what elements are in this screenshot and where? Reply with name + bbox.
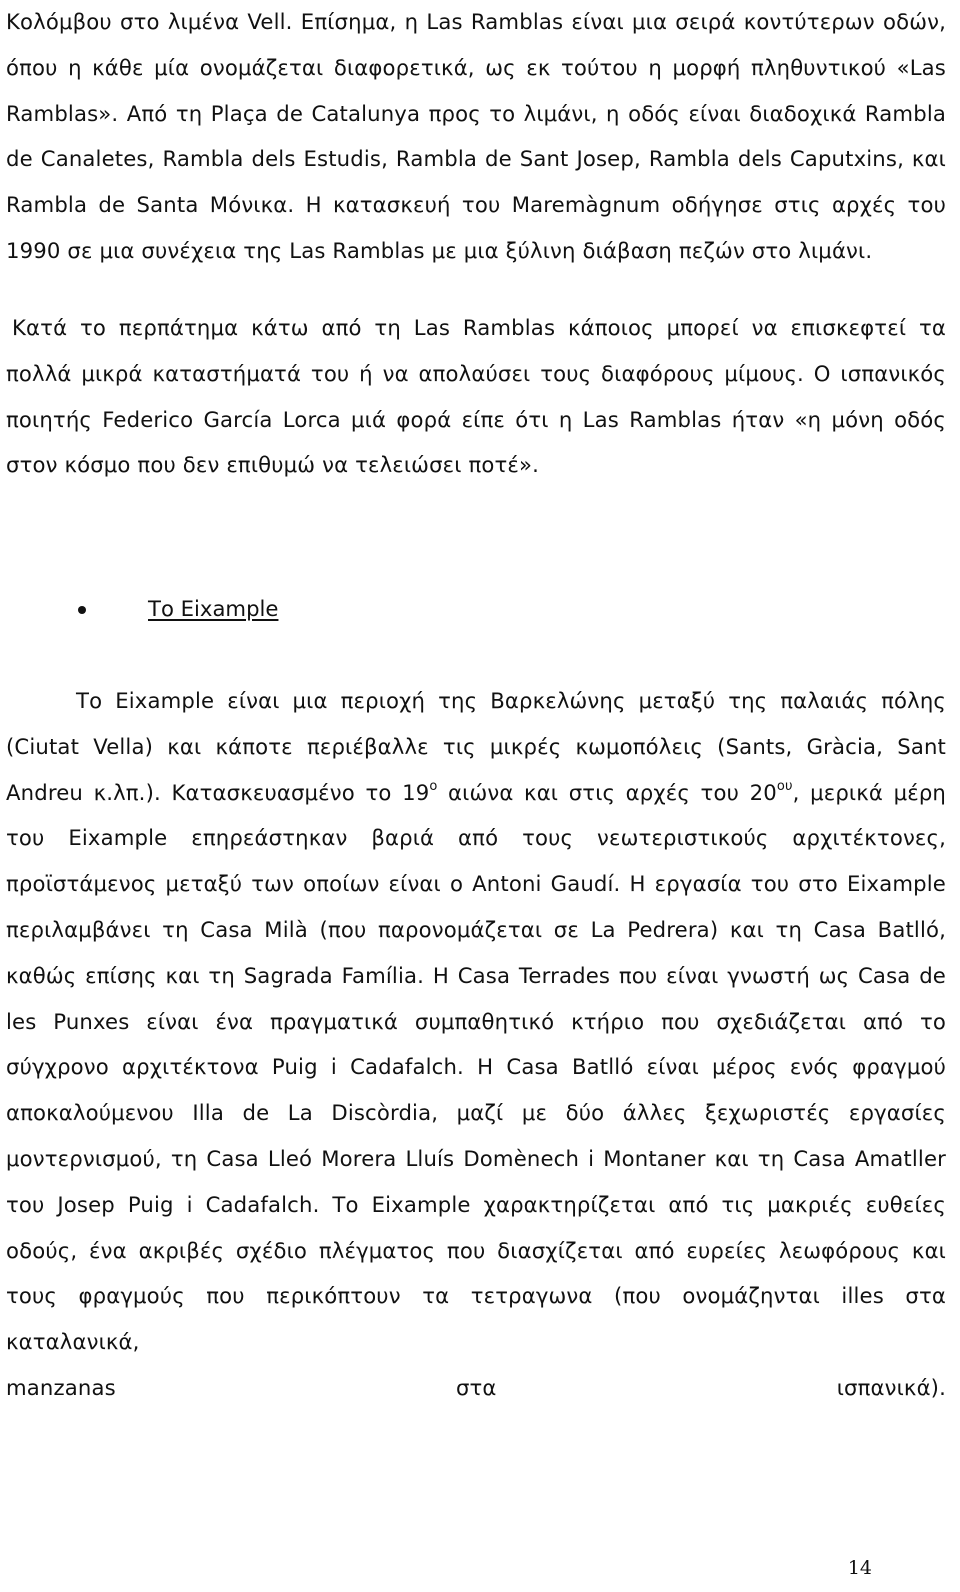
paragraph-las-ramblas-walk	[6, 305, 946, 488]
paragraph-eixample	[6, 678, 946, 1411]
section-heading-eixample[interactable]: Το Eixample	[148, 596, 279, 622]
paragraph-eixample-part3: , μερικά μέρη του Eixample επηρεάστηκαν βαριά από τους νεωτεριστικούς αρχιτέκτονες, προϊστάμενος μεταξύ των οποίων είναι ο Antoni Gaudí. Η εργασία του στο Eixample περιλαμβάνει τη Casa Milà (που παρονομάζεται σε La Pedrera) και τη Casa Batlló, καθώς επίσης και τη Sagrada Família. Η Casa Terrades που είναι γνωστή ως Casa de les Punxes είναι ένα πραγματικά συμπαθητικό κτήριο που σχεδιάζεται από το σύγχρονο αρχιτέκτονα Puig i Cadafalch. Η Casa Batlló είναι μέρος ενός φραγμού αποκαλούμενου Illa de La Discòrdia, μαζί με δύο άλλες ξεχωριστές εργασίες μοντερνισμού, τη Casa Lleó Morera Lluís Domènech i Montaner και τη Casa Amatller του Josep Puig i Cadafalch. Το Eixample χαρακτηρίζεται από τις μακριές ευθείες οδούς, ένα ακριβές σχέδιο πλέγματος που διασχίζεται από ευρείες λεωφόρους και τους φραγμούς που περικόπτουν τα τετραγωνα (που ονομάζηνται illes στα καταλανικά,	[6, 779, 946, 1355]
paragraph-las-ramblas: Κολόμβου στο λιμένα Vell. Επίσημα, η Las Ramblas είναι μια σειρά κοντύτερων οδών, όπου η κάθε μία ονομάζεται διαφορετικά, ως εκ τούτου η μορφή πληθυντικού «Las Ramblas». Από τη Plaça de Catalunya προς το λιμάνι, η οδός είναι διαδοχικά Rambla de Canaletes, Rambla dels Estudis, Rambla de Sant Josep, Rambla dels Caputxins, και Rambla de Santa Μόνικα. Η κατασκευή του Maremàgnum οδήγησε στις αρχές του 1990 σε μια συνέχεια της Las Ramblas με μια ξύλινη διάβαση πεζών στο λιμάνι.	[6, 9, 946, 263]
paragraph-las-ramblas-walk-text: Κατά το περπάτημα κάτω από τη Las Ramblas κάποιος μπορεί να επισκεφτεί τα πολλά μικρά καταστήματά του ή να απολαύσει τους διαφόρους μίμους. Ο ισπανικός ποιητής Federico García Lorca μιά φορά είπε ότι η Las Ramblas ήταν «η μόνη οδός στον κόσμο που δεν επιθυμώ να τελειώσει ποτέ».	[6, 315, 946, 478]
superscript-ordinal-19: ο	[429, 778, 438, 794]
superscript-ordinal-20: ου	[776, 778, 793, 794]
last-line-word-1: manzanas	[6, 1374, 116, 1400]
section-heading-row	[78, 586, 278, 632]
paragraph-eixample-part2: αιώνα και στις αρχές του 20	[437, 779, 777, 805]
paragraph-eixample-last-line	[6, 1365, 946, 1411]
page-number: 14	[847, 1557, 872, 1579]
last-line-word-3: ισπανικά).	[836, 1374, 946, 1400]
last-line-word-2: στα	[455, 1374, 497, 1400]
bullet-icon	[78, 606, 86, 614]
paragraph-eixample-part1: Το Eixample είναι μια περιοχή της Βαρκελώνης μεταξύ της παλαιάς πόλης (Ciutat Vella) και κάποτε περιέβαλλε τις μικρές κωμοπόλεις (Sants, Gràcia, Sant Andreu κ.λπ.). Κατασκευασμένο το 19	[6, 688, 946, 805]
